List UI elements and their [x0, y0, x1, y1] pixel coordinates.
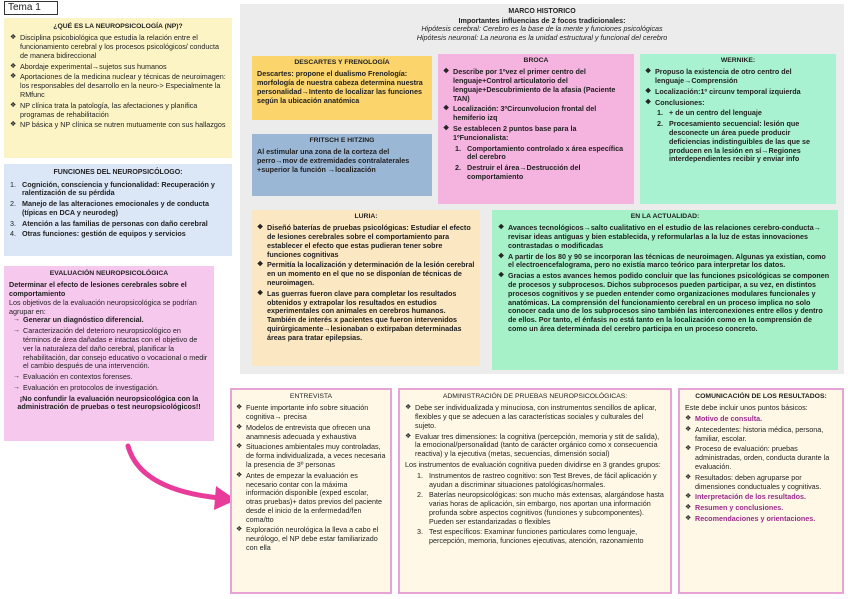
list-item: ❖ Resumen y conclusiones.: [685, 503, 784, 513]
arrow-right-icon: →: [13, 316, 20, 324]
list-item: ❖ Permitía la localización y determinación de la lesión cerebral en un momento en el que no se disponían de técnicas de neuroimagen.: [257, 260, 475, 287]
list-item: 2. Procesamiento secuencial: lesión que desconecte un área puede producir deficiencias indistinguibles de las que se producen en la lesión en sí→Regiones interdependientes recibir y enviar info: [657, 119, 810, 164]
administracion-box: [398, 388, 672, 594]
entrevista-list: [236, 404, 386, 553]
actualidad-box: [492, 210, 838, 370]
bullet-icon: ❖: [10, 73, 17, 81]
funciones-list: [4, 181, 232, 240]
bullet-icon: ❖: [645, 98, 652, 106]
luria-box: [252, 210, 480, 366]
bullet-icon: ❖: [236, 526, 243, 534]
broca-sublist: [443, 145, 629, 182]
list-item: 1. Instrumentos de rastreo cognitivo: son Test Breves, de fácil aplicación y ayudan a discriminar situaciones patológicas/normales.: [417, 470, 657, 489]
list-item: ❖ Evaluar tres dimensiones: la cognitiva (percepción, memoria y stit de salida), la emocional/personalidad (tanto de carácter orgánico como x consecuencia reactiva) y la ejecutiva (metas, secuencias, dimensión social): [405, 431, 660, 459]
marco-line1: Importantes influencias de 2 focos tradicionales:: [458, 15, 626, 25]
bullet-icon: ❖: [10, 62, 17, 70]
list-item: ❖ Motivo de consulta.: [685, 414, 763, 424]
broca-header: BROCA: [523, 57, 549, 64]
administracion-header: ADMINISTRACIÓN DE PRUEBAS NEUROPSICOLÓGICAS:: [442, 393, 628, 400]
evaluacion-header: EVALUACIÓN NEUROPSICOLÓGICA: [49, 270, 169, 277]
list-item: ❖ Fuente importante info sobre situación cognitiva→ precisa: [236, 403, 369, 422]
bullet-icon: ❖: [405, 404, 412, 412]
list-item: ❖ Situaciones ambientales muy controladas, de forma individualizada, a veces necesaria la presencia de 3º personas: [236, 442, 386, 469]
bullet-icon: ❖: [257, 261, 264, 269]
fritsch-box: [252, 134, 432, 196]
funciones-header: FUNCIONES DEL NEUROPSICÓLOGO:: [53, 169, 183, 176]
broca-box: [438, 54, 634, 204]
bullet-icon: ❖: [685, 493, 692, 501]
bullet-icon: ❖: [10, 34, 17, 42]
bullet-icon: ❖: [443, 124, 450, 132]
list-item: ❖ Abordaje experimental→sujetos sus humanos: [10, 61, 167, 71]
list-item: 1. + de un centro del lenguaje: [657, 108, 762, 118]
fritsch-text: Al estimular una zona de la corteza del perro→mov de extremidades contralaterales +superior la función →localización: [257, 147, 410, 174]
descartes-box: [252, 56, 432, 120]
list-item: ❖ Antecedentes: historia médica, persona, familiar, escolar.: [685, 424, 824, 443]
bullet-icon: ❖: [685, 415, 692, 423]
arrow-right-icon: →: [13, 383, 20, 391]
list-item: 1. Cognición, consciencia y funcionalidad: Recuperación y ralentización de su pérdida: [10, 179, 215, 198]
marco-line2: Hipótesis cerebral: Cerebro es la base de la mente y funciones psicológicas: [421, 24, 663, 34]
list-item: → Evaluación en contextos forenses.: [13, 372, 133, 382]
list-item: 2. Destruir el área→Destrucción del comportamiento: [455, 163, 581, 181]
list-item: ❖ Exploración neurológica la lleva a cabo el neurólogo, el NP debe estar familiarizado con ella: [236, 525, 379, 552]
list-item: → Generar un diagnóstico diferencial.: [13, 315, 144, 325]
list-item: ❖ Diseñó baterías de pruebas psicológicas: Estudiar el efecto de lesiones cerebrales sobre el comportamiento para establecer el efecto que estas pudieran tener sobre funciones cognitivas: [257, 223, 471, 259]
list-item: → Evaluación en protocolos de investigación.: [13, 382, 159, 392]
bullet-icon: ❖: [405, 432, 412, 440]
bullet-icon: ❖: [685, 445, 692, 453]
list-item: ❖ Interpretación de los resultados.: [685, 492, 807, 502]
list-item: ❖ Propuso la existencia de otro centro del lenguaje→Comprensión: [645, 67, 792, 86]
list-item: ❖ Localización: 3ºCircunvolucion frontal del hemiferio izq: [443, 104, 597, 123]
administracion-middle: Los instrumentos de evaluación cognitiva pueden dividirse en 3 grandes grupos:: [405, 459, 661, 469]
list-item: 3. Test específicos: Examinar funciones particulares como lenguaje, percepción, memoria, funciones ejecutivas, atención, razonamiento: [417, 527, 644, 546]
list-item: ❖ Aportaciones de la medicina nuclear y técnicas de neuroimagen: los responsables del desarrollo en la neuro-> Especialmente la RMfunc: [10, 72, 226, 99]
administracion-sublist: [405, 472, 665, 546]
wernike-box: [640, 54, 836, 204]
bullet-icon: ❖: [236, 443, 243, 451]
entrevista-header: ENTREVISTA: [289, 393, 333, 400]
marco-line3: Hipótesis neuronal: La neurona es la unidad estructural y funcional del cerebro: [416, 33, 668, 43]
list-item: ❖ NP básica y NP clínica se nutren mutuamente con sus hallazgos: [10, 120, 226, 130]
bullet-icon: ❖: [645, 87, 652, 95]
evaluacion-intro: Determinar el efecto de lesiones cerebrales sobre el comportamiento: [9, 280, 187, 299]
arrow-right-icon: →: [13, 373, 20, 381]
curved-arrow-icon: [120, 440, 243, 520]
wernike-header: WERNIKE:: [720, 57, 756, 64]
bullet-icon: ❖: [498, 252, 505, 260]
list-item: ❖ Antes de empezar la evaluación es necesario contar con la máxima información disponible (exped escolar, otras pruebas)+ datos previos del paciente desde el inicio de la enfermedad/fen coma/tto: [236, 470, 383, 524]
marco-header: MARCO HISTÓRICO: [508, 8, 576, 15]
administracion-list: [405, 404, 665, 459]
list-item: ❖ Las guerras fueron clave para completar los resultados obtenidos y extrapolar los resultados en estudios experimentales con animales en cerebros humanos. También de interés x pacientes que fueron intervenidos quirúrgicamente→lesionaban o extirpaban determinadas áreas para tratar epilepsias.: [257, 288, 462, 342]
wernike-sublist: [645, 109, 831, 164]
comunicacion-intro: Este debe incluir unos puntos básicos:: [685, 403, 808, 413]
bullet-icon: ❖: [498, 272, 505, 280]
bullet-icon: ❖: [685, 514, 692, 522]
funciones-box: [4, 164, 232, 256]
bullet-icon: ❖: [685, 504, 692, 512]
que-es-header: ¿QUÉ ES LA NEUROPSICOLOGÍA (NP)?: [53, 23, 183, 30]
list-item: 3. Atención a las familias de personas con daño cerebral: [10, 218, 208, 228]
bullet-icon: ❖: [236, 423, 243, 431]
broca-list: [443, 68, 629, 142]
arrow-right-icon: →: [13, 327, 20, 335]
bullet-icon: ❖: [685, 473, 692, 481]
list-item: ❖ Conclusiones:: [645, 97, 705, 107]
bullet-icon: ❖: [10, 101, 17, 109]
fritsch-header: FRITSCH E HITZING: [309, 137, 375, 144]
list-item: 2. Baterías neuropsicológicas: son mucho más extensas, alargándose hasta varias horas de aplicación, sin embargo, nos aportan una información profunda sobre aspectos cognitivos (funciones y subcomponentes). Pueden ser estandarizadas o flexibles: [417, 490, 664, 526]
list-item: ❖ Recomendaciones y orientaciones.: [685, 513, 816, 523]
evaluacion-intro2: Los objetivos de la evaluación neuropsicológica se podrían agrupar en:: [9, 297, 197, 316]
bullet-icon: ❖: [443, 105, 450, 113]
list-item: ❖ Se establecen 2 puntos base para la 1ºFuncionalista:: [443, 123, 577, 142]
evaluacion-box: [4, 266, 214, 441]
list-item: 1. Comportamiento controlado x área específica del cerebro: [455, 143, 624, 162]
evaluacion-list: [9, 316, 209, 392]
list-item: ❖ Proceso de evaluación: pruebas administradas, orden, conducta durante la evaluación.: [685, 444, 830, 471]
que-es-box: [4, 18, 232, 158]
list-item: ❖ Avances tecnológicos→salto cualitativo en el estudio de las relaciones cerebro-conducta→ revisar ideas antiguas y bien establecida, y reformularlas a la luz de estas innovaciones contrastadas o modificadas: [498, 223, 821, 250]
marco-header-area: [240, 8, 844, 48]
bullet-icon: ❖: [257, 224, 264, 232]
bullet-icon: ❖: [645, 68, 652, 76]
evaluacion-footer: ¡No confundir la evaluación neuropsicológica con la administración de pruebas o test neuropsicológicos!!: [17, 393, 201, 412]
que-es-list: [4, 34, 232, 130]
bullet-icon: ❖: [443, 68, 450, 76]
bullet-icon: ❖: [236, 471, 243, 479]
list-item: ❖ Localización:1º circunv temporal izquierda: [645, 86, 801, 96]
descartes-header: DESCARTES Y FRENOLOGÍA: [294, 59, 390, 66]
entrevista-box: [230, 388, 392, 594]
comunicacion-header: COMUNICACIÓN DE LOS RESULTADOS:: [695, 393, 827, 400]
bullet-icon: ❖: [257, 289, 264, 297]
list-item: → Caracterización del deterioro neuropsicológico en términos de área dañadas e intactas con el objetivo de ver la naturaleza del daño cerebral, planificar la rehabilitación, dar consejo educativo o vocacional o medir el cambio después de una intervención.: [13, 326, 208, 371]
list-item: ❖ Debe ser individualizada y minuciosa, con instrumentos sencillos de aplicar, flexibles y que se adecuen a las características sociales y culturales del sujeto.: [405, 403, 657, 430]
list-item: ❖ Disciplina psicobiológica que estudia la relación entre el funcionamiento cerebral y los procesos psicológicos/ conducta de manera bidireccional: [10, 33, 219, 60]
comunicacion-box: [678, 388, 844, 594]
luria-list: [257, 224, 475, 342]
bullet-icon: ❖: [498, 224, 505, 232]
comunicacion-list: [685, 415, 837, 524]
wernike-list: [645, 68, 831, 107]
list-item: ❖ Modelos de entrevista que ofrecen una anamnesis adecuada y exhaustiva: [236, 422, 371, 441]
actualidad-list: [498, 224, 832, 333]
bullet-icon: ❖: [685, 425, 692, 433]
list-item: ❖ NP clínica trata la patología, las afectaciones y planifica programas de rehabilitación: [10, 100, 198, 119]
tab-title: Tema 1: [4, 1, 58, 15]
list-item: ❖ Gracias a estos avances hemos podido concluir que las funciones psicológicas se componen de procesos y subprocesos. Dichos subprocesos pueden participar, a su vez, en distintos procesos cognitivos y se pueden entender como organizaciones modulares funcionales y anatómicas. La comprensión del funcionamiento cerebral en un proceso implica no solo conocer cada uno de los subprocesos sino también las interconexiones entre ellos y dentro de ellos. Por tanto, el énfasis no está tanto en la localización como en la comprensión de como un área determinada del cerebro participa en un proceso concreto.: [498, 271, 830, 333]
list-item: ❖ A partir de los 80 y 90 se incorporan las técnicas de neuroimagen. Algunas ya existían, como el electroencefalograma, pero no existía marco teórico para interpretar los datos.: [498, 251, 826, 270]
list-item: 4. Otras funciones: gestión de equipos y servicios: [10, 229, 186, 239]
luria-header: LURIA:: [354, 213, 378, 220]
bullet-icon: ❖: [10, 121, 17, 129]
list-item: ❖ Describe por 1ºvez el primer centro del lenguaje+Control articulatorio del lenguaje+Descubrimiento de la afasia (Paciente TAN): [443, 67, 616, 103]
descartes-text: Descartes: propone el dualismo Frenología: morfología de nuestra cabeza determina nuestra personalidad→Intento de localizar las funciones según la ubicación anatómica: [257, 69, 423, 105]
actualidad-header: EN LA ACTUALIDAD:: [630, 213, 700, 220]
list-item: ❖ Resultados: deben agruparse por dimensiones conductuales y cognitivas.: [685, 472, 822, 491]
bullet-icon: ❖: [236, 404, 243, 412]
list-item: 2. Manejo de las alteraciones emocionales y de conducta (típicas en DCA y neurodeg): [10, 199, 209, 217]
